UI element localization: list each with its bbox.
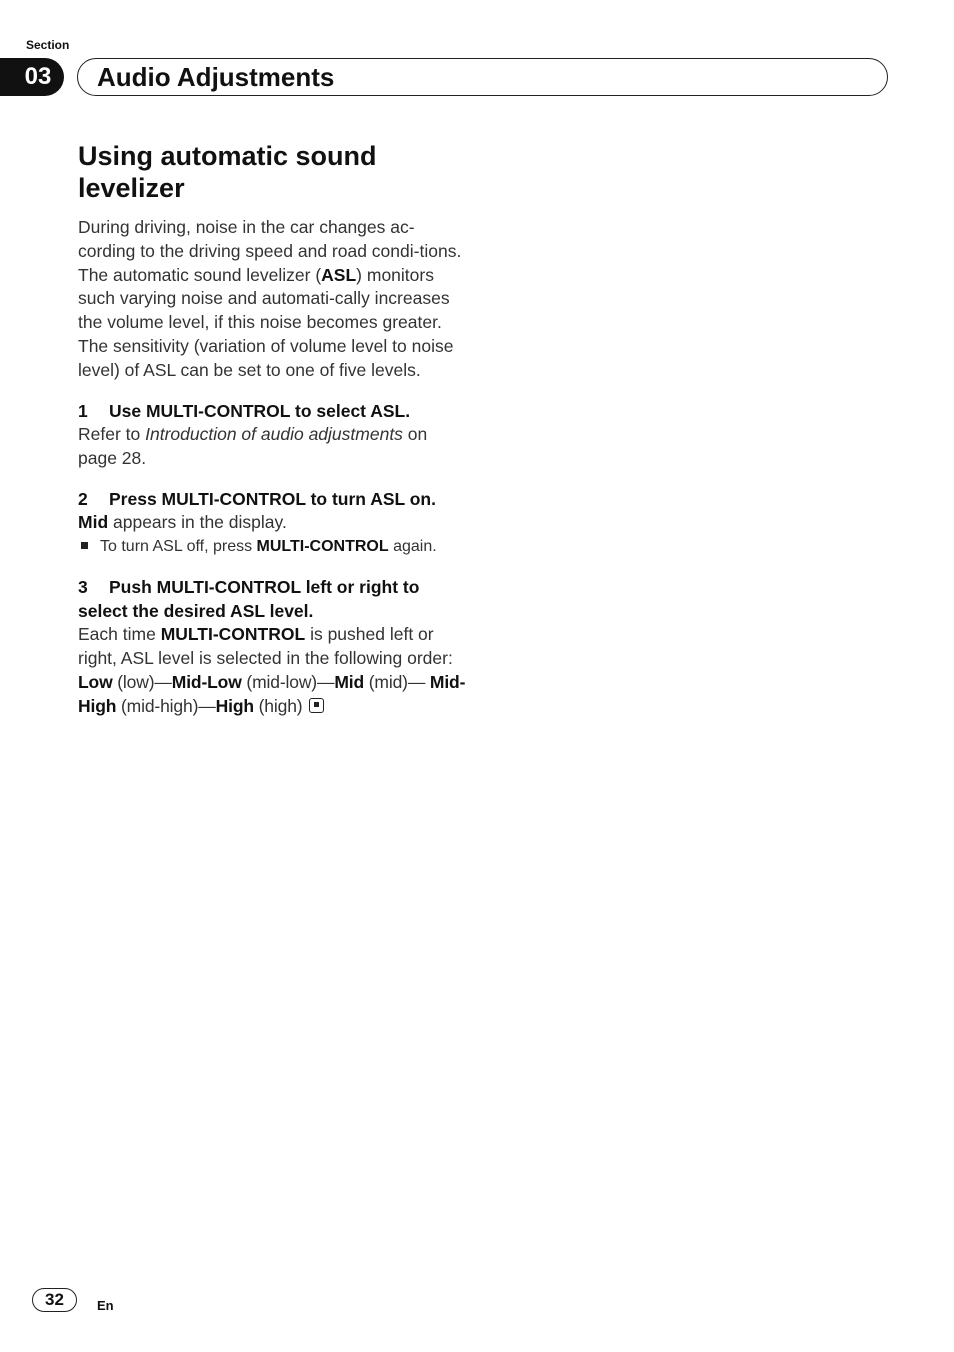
page-number: 32 [32, 1288, 77, 1312]
step-1-heading: 1 Use MULTI-CONTROL to select ASL. [78, 400, 411, 421]
article-title: Using automatic sound levelizer [78, 141, 377, 203]
level-desc: (low)— [112, 671, 172, 692]
level-desc: (mid-high)— [116, 695, 216, 716]
step-2 [78, 488, 470, 559]
step-2-heading: 2 Press MULTI-CONTROL to turn ASL on. [78, 488, 436, 509]
level-name: Mid-Low [171, 671, 242, 692]
section-number-badge: 03 [0, 58, 64, 96]
section-title: Audio Adjustments [97, 62, 335, 92]
level-name: Mid [334, 671, 365, 692]
asl-level-order [78, 671, 470, 719]
level-name: Low [78, 671, 113, 692]
step-3-text: Each time MULTI-CONTROL is pushed left or right, ASL level is selected in the following order: [78, 624, 453, 669]
section-label: Section [26, 38, 70, 52]
language-label: En [97, 1298, 114, 1313]
step-3 [78, 576, 470, 718]
bullet-square-icon [81, 542, 88, 549]
level-desc: (high) [253, 695, 303, 716]
end-mark-icon [309, 698, 324, 713]
step-2-text: Mid appears in the display. [78, 512, 287, 533]
article [78, 140, 470, 736]
step-1 [78, 400, 470, 471]
intro-paragraph: During driving, noise in the car changes ac-cording to the driving speed and road condi-tions. The automatic sound levelizer (ASL) monitors such varying noise and automati-cally increases the volume level, if this noise becomes greater. The sensitivity (variation of volume level to noise level) of ASL can be set to one of five levels. [78, 217, 462, 380]
step-2-note: To turn ASL off, press MULTI-CONTROL again. [78, 535, 470, 559]
step-1-text: Refer to Introduction of audio adjustments on page 28. [78, 424, 428, 468]
level-desc: (mid-low)— [241, 671, 335, 692]
level-desc: (mid)— [364, 671, 426, 692]
level-name: Mid-High [78, 671, 466, 716]
level-name: High [215, 695, 254, 716]
step-3-heading: 3 Push MULTI-CONTROL left or right to select the desired ASL level. [78, 577, 420, 621]
